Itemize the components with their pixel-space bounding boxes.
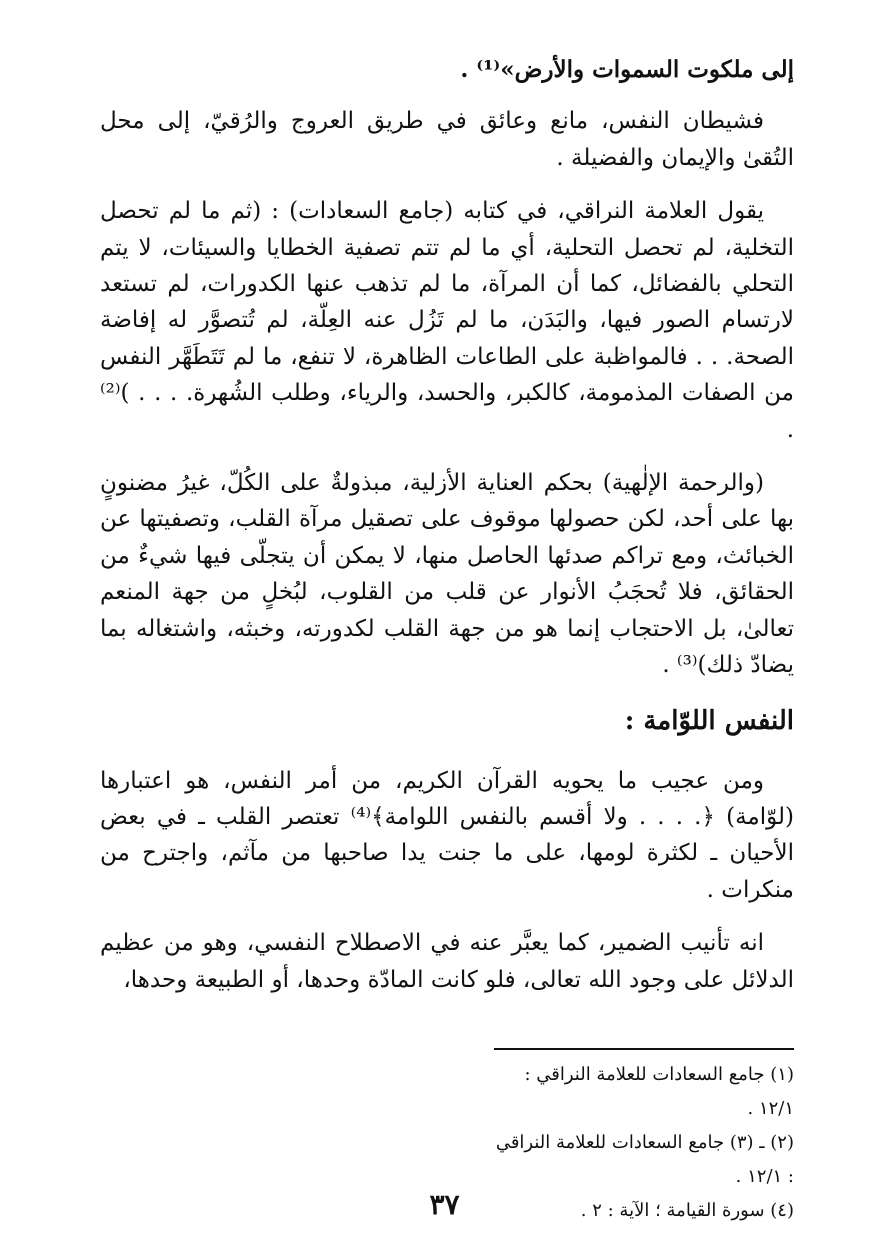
paragraph: انه تأنيب الضمير، كما يعبَّر عنه في الاصطلاح النفسي، وهو من عظيم الدلائل على وجود الله تعالى، فلو كانت المادّة وحدها، أو الطبيعة وحدها، bbox=[100, 930, 794, 993]
paragraph: فشيطان النفس، مانع وعائق في طريق العروج والرُقيّ، إلى محل التُقىٰ والإيمان والفضيلة . bbox=[100, 108, 794, 171]
page-number: ٣٧ bbox=[429, 1188, 460, 1221]
paragraph-continuation: إلى ملكوت السموات والأرض»⁽¹⁾ . bbox=[460, 56, 794, 83]
paragraph: ومن عجيب ما يحويه القرآن الكريم، من أمر النفس، هو اعتبارها (لوّامة) ﴿. . . . ولا أقسم بالنفس اللوامة﴾⁽⁴⁾ تعتصر القلب ـ في بعض الأحيان ـ لكثرة لومها، على ما جنت يدا صاحبها من مآثم، واجترح من منكرات . bbox=[100, 767, 794, 903]
paragraph: يقول العلامة النراقي، في كتابه (جامع السعادات) : (ثم ما لم تحصل التخلية، لم تحصل التحلية، أي ما لم تتم تصفية الخطايا والسيئات، لا يتم التحلي بالفضائل، كما أن المرآة، ما لم تذهب عنها الكدورات، لم تستعد لارتسام الصور فيها، والبَدَن، ما لم تَزُل عنه العِلّة، لم تُتصوَّر له إفاضة الصحة. . . فالمواظبة على الطاعات الظاهرة، لا تنفع، ما لم تَتَطَهَّر النفس من الصفات المذمومة، كالكبر، والحسد، والرياء، وطلب الشُهرة. . . . )⁽²⁾ . bbox=[100, 198, 794, 443]
section-heading: النفس اللوّامة : bbox=[624, 705, 794, 736]
paragraph: (والرحمة الإلٰهية) بحكم العناية الأزلية، مبذولةٌ على الكُلّ، غيرُ مضنونٍ بها على أحد، لكن حصولها موقوف على تصقيل مرآة القلب، وتصفيتها عن الخبائث، ومع تراكم صدئها الحاصل منها، لا يمكن أن يتجلّى فيها شيءٌ من الحقائق، فلا تُحجَبُ الأنوار عن قلب من القلوب، لبُخلٍ من جهة المنعم تعالىٰ، بل الاحتجاب إنما هو من جهة القلب لكدورته، وخبثه، واشتغاله بما يضادّ ذلك)⁽³⁾ . bbox=[100, 470, 795, 679]
footnote: (٢) ـ (٣) جامع السعادات للعلامة النراقي : ١٢/١ . bbox=[495, 1132, 794, 1187]
footnote: (٤) سورة القيامة ؛ الآية : ٢ . bbox=[580, 1200, 794, 1221]
main-text bbox=[100, 52, 794, 1015]
footnote: (١) جامع السعادات للعلامة النراقي : ١٢/١ . bbox=[524, 1064, 794, 1119]
